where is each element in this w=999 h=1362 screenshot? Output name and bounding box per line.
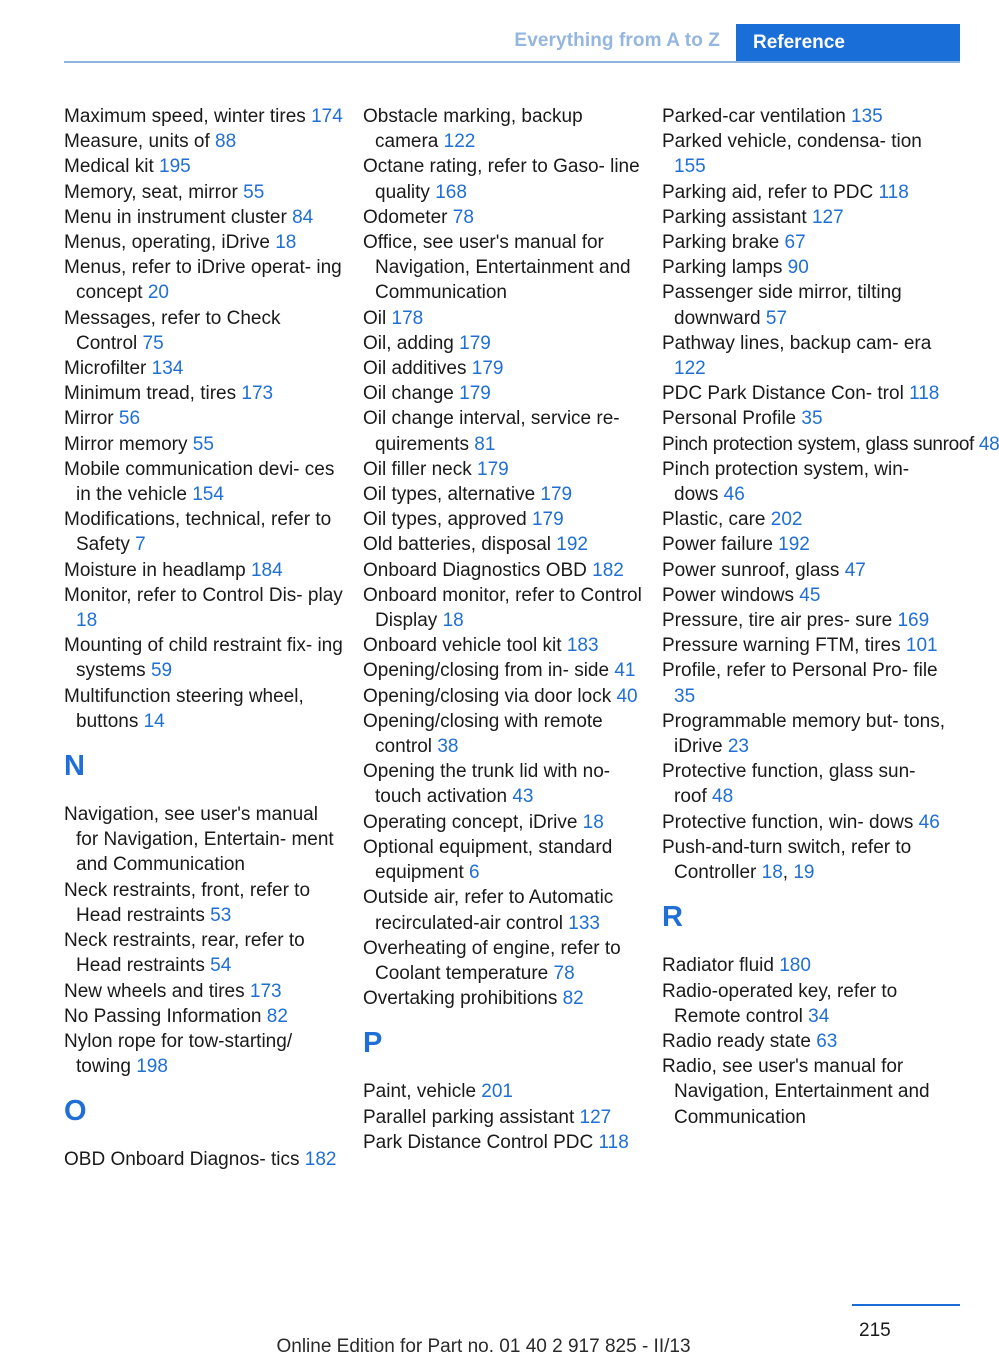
- index-entry: [363, 633, 643, 658]
- index-entry: [64, 230, 344, 255]
- index-entry-text: Microfilter: [64, 358, 147, 380]
- page-reference-link[interactable]: 56: [118, 408, 141, 430]
- page-reference-link[interactable]: 45: [799, 584, 821, 606]
- index-entry: [64, 1029, 344, 1079]
- index-entry-text: Parking aid, refer to PDC: [662, 181, 874, 203]
- index-entry: [363, 532, 643, 557]
- page-reference-link[interactable]: 90: [787, 257, 809, 279]
- index-entry-text: Old batteries, disposal: [363, 534, 551, 556]
- index-entry-text: Onboard vehicle tool kit: [363, 635, 562, 657]
- page-reference-link[interactable]: 173: [249, 980, 282, 1002]
- index-entry-text: Radio-operated key, refer to Remote control: [662, 980, 898, 1027]
- index-entry: [363, 457, 643, 482]
- page-reference-link[interactable]: 192: [778, 534, 810, 556]
- index-entry: [363, 810, 643, 835]
- index-entry: [662, 658, 952, 708]
- index-entry-text: Neck restraints, front, refer to Head restraints: [64, 879, 311, 926]
- index-entry: [363, 658, 643, 683]
- page-reference-link[interactable]: 6: [469, 862, 480, 884]
- index-entry: [64, 507, 344, 557]
- page-reference-link[interactable]: 23: [727, 736, 749, 758]
- index-entry-text: Minimum tread, tires: [64, 383, 237, 405]
- index-entry: [64, 1004, 344, 1029]
- page-reference-link[interactable]: 183: [566, 635, 599, 657]
- index-entry: [363, 835, 643, 885]
- index-entry-text: Office, see user's manual for Navigation, Entertainment and Communication: [363, 232, 631, 304]
- index-entry: [64, 928, 344, 978]
- index-entry-text: Park Distance Control PDC: [363, 1131, 594, 1153]
- index-entry: [64, 154, 344, 179]
- page-reference-link[interactable]: 179: [477, 458, 509, 480]
- page-reference-link[interactable]: 54: [210, 955, 232, 977]
- index-entry-text: OBD Onboard Diagnos‐ tics: [64, 1149, 300, 1171]
- index-entry: [662, 608, 952, 633]
- index-entry: [662, 129, 952, 179]
- page-reference-link[interactable]: 182: [304, 1149, 337, 1171]
- index-entry-text: Memory, seat, mirror: [64, 181, 238, 203]
- page-reference-link[interactable]: 184: [250, 559, 283, 581]
- index-entry-text: Plastic, care: [662, 509, 766, 531]
- page-reference-link[interactable]: 41: [614, 660, 636, 682]
- index-entry-text: Opening/closing from in‐ side: [363, 660, 610, 682]
- page-reference-link[interactable]: 182: [592, 559, 624, 581]
- index-entry-text: Programmable memory but‐ tons, iDrive: [662, 710, 945, 758]
- page-number: 215: [859, 1320, 891, 1341]
- page-reference-link[interactable]: 18: [275, 232, 297, 254]
- index-entry: [363, 885, 643, 935]
- page-header: [0, 0, 960, 64]
- index-entry: [64, 457, 344, 507]
- page-reference-link[interactable]: 178: [391, 307, 424, 329]
- index-entry: [363, 356, 643, 381]
- index-entry-text: Menus, operating, iDrive: [64, 232, 270, 254]
- index-entry-text: Power windows: [662, 584, 794, 606]
- index-entry-text: Parking lamps: [662, 257, 783, 279]
- page-reference-link[interactable]: 75: [142, 332, 164, 354]
- page-reference-link[interactable]: 168: [435, 181, 467, 203]
- index-entry: [363, 482, 643, 507]
- page-reference-link[interactable]: 43: [512, 786, 534, 808]
- index-entry-text: Mobile communication devi‐ ces in the vehicle: [64, 458, 335, 506]
- index-entry: [363, 709, 643, 759]
- index-entry-text: Oil filler neck: [363, 458, 472, 480]
- index-entry: [64, 979, 344, 1004]
- index-entry-text: Power failure: [662, 534, 773, 556]
- page-reference-link[interactable]: 38: [437, 736, 459, 758]
- index-entry-text: Pinch protection system, glass sunroof: [662, 433, 974, 455]
- index-entry-text: Odometer: [363, 206, 448, 228]
- page-reference-link[interactable]: 53: [210, 904, 232, 926]
- index-entry: [363, 406, 643, 456]
- index-column-3: [662, 104, 999, 1130]
- index-entry: [64, 558, 344, 583]
- edition-footer: Online Edition for Part no. 01 40 2 917 825 - II/13: [276, 1336, 691, 1357]
- index-entry: [363, 205, 643, 230]
- index-entry: [363, 986, 643, 1011]
- index-entry: [64, 381, 344, 406]
- page-reference-link[interactable]: 63: [816, 1030, 838, 1052]
- page-reference-link[interactable]: 169: [897, 610, 930, 632]
- page-reference-link[interactable]: 202: [770, 509, 803, 531]
- index-entry-text: Nylon rope for tow-starting/ towing: [64, 1030, 293, 1078]
- page-reference-link[interactable]: 201: [481, 1081, 513, 1103]
- index-entry-text: Mounting of child restraint fix‐ ing systems: [64, 635, 343, 682]
- index-entry-text: Mirror memory: [64, 433, 188, 455]
- index-entry-text: Maximum speed, winter tires: [64, 106, 306, 127]
- index-entry-text: Power sunroof, glass: [662, 559, 840, 581]
- page-reference-link[interactable]: 7: [135, 534, 146, 556]
- index-entry-text: Oil change interval, service re‐ quirements: [363, 408, 620, 455]
- index-entry-text: Overtaking prohibitions: [363, 988, 558, 1010]
- page-reference-link[interactable]: 88: [215, 131, 237, 153]
- index-entry-text: Personal Profile: [662, 408, 797, 430]
- page-reference-link[interactable]: 81: [474, 433, 496, 455]
- footer-rule: [852, 1304, 960, 1306]
- index-entry-text: Radiator fluid: [662, 955, 774, 977]
- page-reference-link[interactable]: 179: [531, 509, 564, 531]
- page-reference-link[interactable]: 18: [76, 610, 98, 632]
- index-letter-heading: O: [64, 1095, 87, 1128]
- index-entry-text: Operating concept, iDrive: [363, 811, 578, 833]
- index-entry: [363, 759, 643, 809]
- index-entry: [64, 205, 344, 230]
- index-entry-text: Opening the trunk lid with no- touch activation: [363, 761, 611, 808]
- index-entry-text: Parking brake: [662, 232, 780, 254]
- index-entry: [64, 356, 344, 381]
- index-entry: [64, 104, 344, 129]
- index-entry: [363, 507, 643, 532]
- index-entry-text: Pressure warning FTM, tires: [662, 635, 901, 657]
- index-entry: [662, 205, 952, 230]
- index-entry-text: Mirror: [64, 408, 114, 430]
- index-entry: [64, 802, 344, 878]
- index-entry: [662, 280, 952, 330]
- index-entry-text: Menu in instrument cluster: [64, 206, 287, 228]
- page-reference-link[interactable]: 18: [761, 862, 783, 884]
- header-rule: [64, 61, 960, 63]
- index-entry-text: Oil types, approved: [363, 509, 527, 531]
- page-reference-link[interactable]: 134: [151, 358, 184, 380]
- index-entry: [363, 1079, 643, 1104]
- index-entry-text: Parked vehicle, condensa‐ tion: [662, 131, 922, 153]
- index-entry-text: Oil: [363, 307, 387, 329]
- page-reference-link[interactable]: 40: [616, 685, 638, 707]
- index-entry-text: Modifications, technical, refer to Safety: [64, 509, 332, 556]
- index-entry-text: Pinch protection system, win‐ dows: [662, 458, 910, 506]
- index-entry: [662, 255, 952, 280]
- page-reference-link[interactable]: 46: [723, 484, 745, 506]
- page-reference-link[interactable]: 84: [292, 206, 314, 228]
- index-entry-text: Profile, refer to Personal Pro‐ file: [662, 660, 938, 682]
- index-column-2: [363, 104, 643, 1155]
- page-reference-link[interactable]: 122: [443, 131, 476, 153]
- index-entry: [662, 432, 999, 457]
- index-entry: [363, 558, 643, 583]
- index-entry-text: Neck restraints, rear, refer to Head restraints: [64, 930, 305, 977]
- index-entry: [64, 684, 344, 734]
- index-entry-text: Medical kit: [64, 156, 154, 178]
- index-entry: [64, 306, 344, 356]
- page-reference-link[interactable]: 82: [562, 988, 584, 1010]
- index-entry: [662, 583, 952, 608]
- page-reference-link[interactable]: 48: [712, 786, 734, 808]
- index-entry-text: Onboard Diagnostics OBD: [363, 559, 587, 581]
- index-entry: [363, 154, 643, 204]
- index-entry: [662, 1054, 952, 1130]
- page-reference-link[interactable]: 179: [459, 383, 491, 405]
- index-entry-text: Multifunction steering wheel, buttons: [64, 685, 304, 732]
- page-reference-link[interactable]: 14: [143, 710, 165, 732]
- index-entry-text: New wheels and tires: [64, 980, 245, 1002]
- index-entry-text: Oil, adding: [363, 332, 454, 354]
- page-reference-link[interactable]: 78: [553, 962, 575, 984]
- index-entry: [662, 759, 952, 809]
- index-entry-text: Oil types, alternative: [363, 484, 536, 506]
- page-reference-link[interactable]: 18: [442, 610, 464, 632]
- section-title: Everything from A to Z: [514, 30, 720, 51]
- index-letter-heading: N: [64, 750, 85, 783]
- index-entry-text: Outside air, refer to Automatic recirculated-air control: [363, 887, 614, 934]
- page-reference-link[interactable]: 179: [540, 484, 573, 506]
- index-entry: [363, 230, 643, 306]
- index-entry: [662, 406, 952, 431]
- index-entry: [64, 878, 344, 928]
- page-reference-link[interactable]: 48: [978, 433, 999, 455]
- page-reference-link[interactable]: 47: [844, 559, 866, 581]
- index-entry-text: No Passing Information: [64, 1005, 262, 1027]
- index-entry: [662, 953, 952, 978]
- index-entry-text: Menus, refer to iDrive operat‐ ing concept: [64, 257, 342, 304]
- index-entry-text: Radio, see user's manual for Navigation, Entertainment and Communication: [662, 1056, 930, 1128]
- page-reference-link[interactable]: 18: [582, 811, 604, 833]
- page-reference-link[interactable]: 118: [909, 383, 940, 405]
- index-entry-text: Onboard monitor, refer to Control Display: [363, 584, 642, 632]
- reference-tab: Reference: [736, 24, 960, 62]
- page-reference-link[interactable]: 78: [452, 206, 474, 228]
- page-reference-link[interactable]: 198: [136, 1056, 168, 1078]
- index-entry-text: Passenger side mirror, tilting downward: [662, 282, 902, 329]
- index-entry: [64, 129, 344, 154]
- index-entry: [662, 457, 952, 507]
- page-reference-link[interactable]: 35: [801, 408, 823, 430]
- index-entry: [662, 709, 952, 759]
- index-entry: [662, 180, 952, 205]
- page-reference-link[interactable]: 173: [241, 383, 274, 405]
- index-entry-text: Opening/closing via door lock: [363, 685, 612, 707]
- index-entry: [662, 381, 952, 406]
- page-reference-link[interactable]: 127: [579, 1106, 612, 1128]
- index-entry-text: Navigation, see user's manual for Navigation, Entertain‐ ment and Communication: [64, 804, 334, 876]
- index-entry: [662, 230, 952, 255]
- page-reference-link[interactable]: 82: [266, 1005, 288, 1027]
- page-reference-link[interactable]: 101: [905, 635, 938, 657]
- index-entry-text: Parallel parking assistant: [363, 1106, 575, 1128]
- index-entry: [662, 558, 952, 583]
- index-entry-text: Octane rating, refer to Gaso‐ line quality: [363, 156, 640, 203]
- index-entry: [64, 180, 344, 205]
- page-reference-link[interactable]: 174: [311, 106, 343, 127]
- page-reference-link[interactable]: 179: [459, 332, 491, 354]
- index-entry: [64, 255, 344, 305]
- index-entry: [64, 1147, 344, 1172]
- index-entry-text: Messages, refer to Check Control: [64, 307, 281, 354]
- page-reference-link[interactable]: 180: [779, 955, 811, 977]
- index-column-1: [64, 104, 344, 1173]
- page-reference-link[interactable]: 192: [556, 534, 588, 556]
- index-entry-text: Parking assistant: [662, 206, 807, 228]
- index-entry-text: Protective function, glass sun‐ roof: [662, 761, 916, 808]
- index-entry-text: Opening/closing with remote control: [363, 710, 603, 758]
- page-reference-link[interactable]: 34: [808, 1005, 830, 1027]
- page-reference-link[interactable]: 133: [568, 912, 600, 934]
- index-entry: [363, 306, 643, 331]
- index-entry-text: Paint, vehicle: [363, 1081, 477, 1103]
- index-entry: [363, 1130, 643, 1155]
- index-entry-text: Moisture in headlamp: [64, 559, 246, 581]
- index-entry: [64, 406, 344, 431]
- index-entry-text: Oil change: [363, 383, 454, 405]
- index-entry-text: Monitor, refer to Control Dis‐ play: [64, 584, 343, 606]
- page-reference-link[interactable]: 55: [243, 181, 265, 203]
- index-entry: [64, 633, 344, 683]
- index-entry: [662, 979, 952, 1029]
- page-reference-link[interactable]: 155: [674, 156, 706, 178]
- index-entry: [363, 331, 643, 356]
- page-reference-link[interactable]: 154: [192, 484, 224, 506]
- index-entry-text: Obstacle marking, backup camera: [363, 106, 583, 153]
- index-entry: [662, 810, 952, 835]
- page-reference-link[interactable]: 35: [674, 685, 696, 707]
- index-entry: [662, 104, 952, 129]
- page-reference-link[interactable]: 57: [765, 307, 788, 329]
- page-reference-link[interactable]: 118: [598, 1131, 629, 1153]
- index-entry-text: Overheating of engine, refer to Coolant temperature: [363, 937, 621, 984]
- page-reference-link[interactable]: 46: [918, 811, 940, 833]
- page-reference-link[interactable]: 67: [784, 232, 806, 254]
- index-entry: [64, 583, 344, 633]
- index-entry-text: PDC Park Distance Con‐ trol: [662, 383, 904, 405]
- index-entry: [662, 507, 952, 532]
- index-letter-heading: R: [662, 901, 683, 934]
- page-reference-link[interactable]: 55: [192, 433, 214, 455]
- page-reference-link[interactable]: 195: [159, 156, 191, 178]
- index-entry-text: Pressure, tire air pres‐ sure: [662, 610, 893, 632]
- index-entry: [363, 1105, 643, 1130]
- index-entry: Push-and-turn switch, refer to Controller 18, 19: [662, 836, 912, 884]
- page-reference-link[interactable]: 127: [811, 206, 844, 228]
- index-entry-text: Oil additives: [363, 358, 467, 380]
- index-entry-text: Radio ready state: [662, 1030, 811, 1052]
- index-entry: [363, 936, 643, 986]
- page-reference-link[interactable]: 135: [851, 106, 883, 127]
- index-entry: [662, 1029, 952, 1054]
- index-entry: [64, 432, 344, 457]
- index-entry-text: Protective function, win‐ dows: [662, 811, 914, 833]
- page-reference-link[interactable]: 122: [674, 358, 706, 380]
- index-entry-text: Push-and-turn switch, refer to Controller: [662, 836, 912, 884]
- page-reference-link[interactable]: 179: [471, 358, 504, 380]
- index-letter-heading: P: [363, 1027, 383, 1060]
- index-entry: [662, 633, 952, 658]
- index-entry-text: Pathway lines, backup cam‐ era: [662, 332, 932, 354]
- page-reference-link[interactable]: 20: [147, 282, 169, 304]
- index-entry: [363, 583, 643, 633]
- index-entry: [662, 331, 952, 381]
- page-reference-link[interactable]: 59: [150, 660, 173, 682]
- index-entry: [662, 532, 952, 557]
- index-entry-text: Measure, units of: [64, 131, 210, 153]
- index-entry: [363, 684, 643, 709]
- index-entry-text: Parked-car ventilation: [662, 106, 846, 127]
- index-entry-text: Optional equipment, standard equipment: [363, 836, 613, 884]
- index-entry: [363, 381, 643, 406]
- page-reference-link[interactable]: 19: [793, 862, 815, 884]
- page-reference-link[interactable]: 118: [878, 181, 909, 203]
- index-entry: [363, 104, 643, 154]
